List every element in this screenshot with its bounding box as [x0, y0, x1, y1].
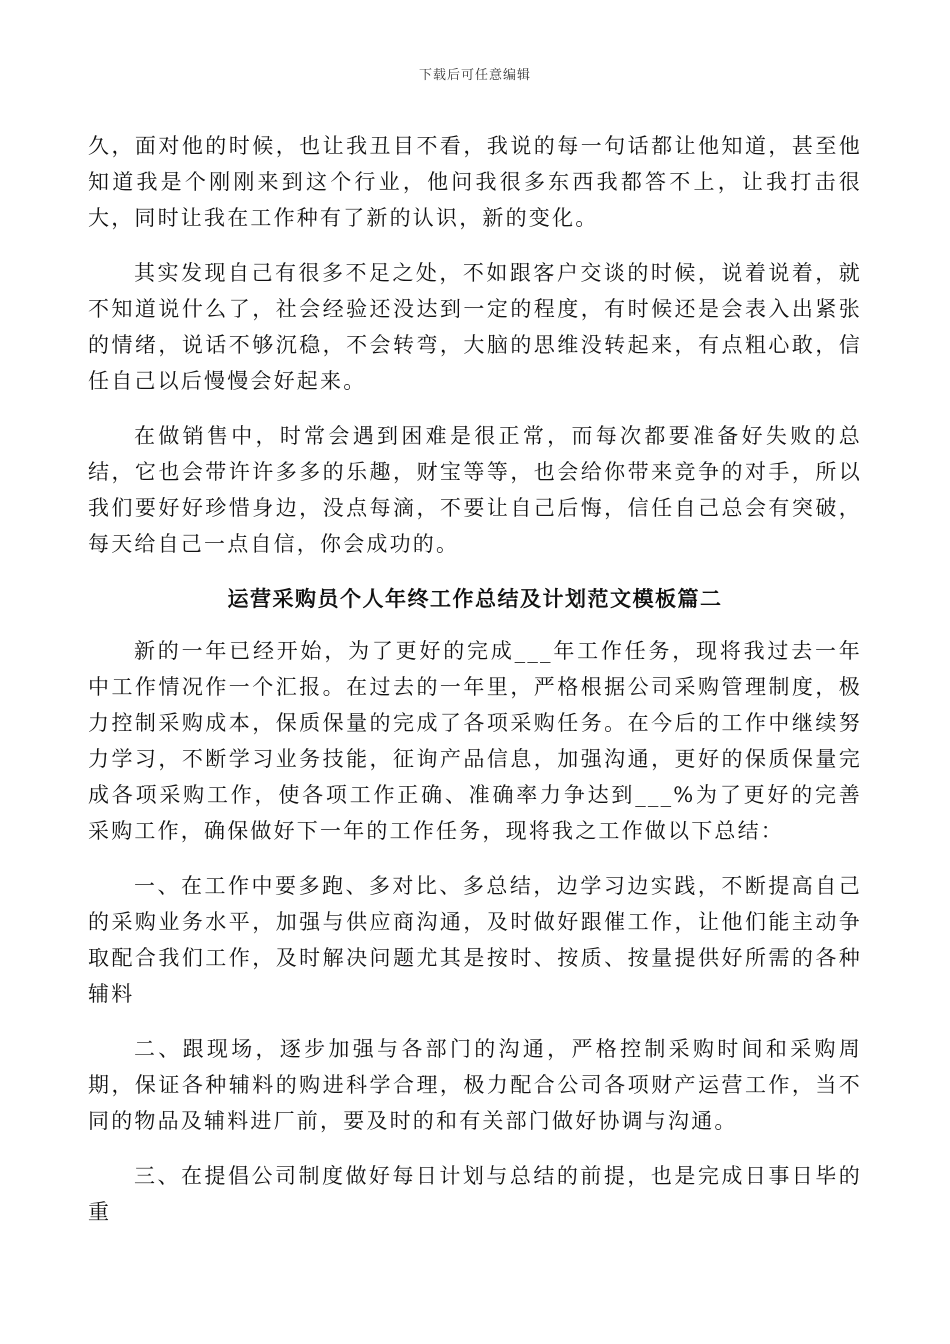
section-heading: 运营采购员个人年终工作总结及计划范文模板篇二	[227, 586, 723, 611]
document-body	[88, 128, 862, 1230]
paragraph: 三、在提倡公司制度做好每日计划与总结的前提，也是完成日事日毕的重	[88, 1164, 862, 1224]
paragraph: 其实发现自己有很多不足之处，不如跟客户交谈的时候，说着说着，就不知道说什么了，社会经验还没达到一定的程度，有时候还是会表入出紧张的情绪，说话不够沉稳，不会转弯，大脑的思维没转起来，有点粗心敢，信任自己以后慢慢会好起来。	[88, 261, 862, 393]
paragraph: 久，面对他的时候，也让我丑目不看，我说的每一句话都让他知道，甚至他知道我是个刚刚来到这个行业，他问我很多东西我都答不上，让我打击很大，同时让我在工作种有了新的认识，新的变化。	[88, 134, 862, 230]
paragraph: 在做销售中，时常会遇到困难是很正常，而每次都要准备好失败的总结，它也会带许许多多的乐趣，财宝等等，也会给你带来竞争的对手，所以我们要好好珍惜身边，没点每滴，不要让自己后悔，信任自己总会有突破，每天给自己一点自信，你会成功的。	[88, 424, 862, 556]
paragraph: 新的一年已经开始，为了更好的完成___年工作任务，现将我过去一年中工作情况作一个汇报。在过去的一年里，严格根据公司采购管理制度，极力控制采购成本，保质保量的完成了各项采购任务。在今后的工作中继续努力学习，不断学习业务技能，征询产品信息，加强沟通，更好的保质保量完成各项采购工作，使各项工作正确、准确率力争达到___%为了更好的完善采购工作，确保做好下一年的工作任务，现将我之工作做以下总结：	[88, 639, 862, 843]
page-header: 下载后可任意编辑	[418, 68, 531, 83]
paragraph: 一、在工作中要多跑、多对比、多总结，边学习边实践，不断提高自己的采购业务水平，加强与供应商沟通，及时做好跟催工作，让他们能主动争取配合我们工作，及时解决问题尤其是按时、按质、按量提供好所需的各种辅料	[88, 874, 862, 1006]
paragraph: 二、跟现场，逐步加强与各部门的沟通，严格控制采购时间和采购周期，保证各种辅料的购进科学合理，极力配合公司各项财产运营工作，当不同的物品及辅料进厂前，要及时的和有关部门做好协调与沟通。	[88, 1037, 862, 1133]
